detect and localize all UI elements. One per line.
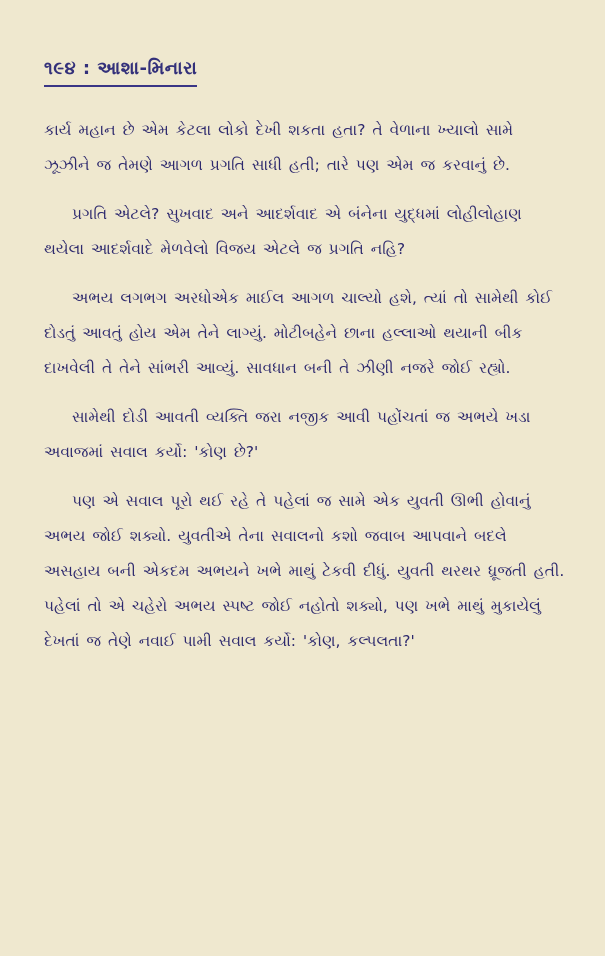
paragraph: પ્રગતિ એટલે? સુખવાદ અને આદર્શવાદ એ બંનેના યુદ્ધમાં લોહીલોહાણ થયેલા આદર્શવાદે મેળવેલો વિજય એટલે જ પ્રગતિ નહિ? <box>44 205 522 258</box>
page-number: ૧૯૪ <box>44 58 77 79</box>
paragraph: પણ એ સવાલ પૂરો થઈ રહે તે પહેલાં જ સામે એક યુવતી ઊભી હોવાનું અભય જોઈ શક્યો. યુવતીએ તેના સવાલનો કશો જવાબ આપવાને બદલે અસહાય બની એકદમ અભયને ખભે માથું ટેકવી દીધું. યુવતી થરથર ધ્રૂજતી હતી. પહેલાં તો એ ચહેરો અભય સ્પષ્ટ જોઈ નહોતો શક્યો, પણ ખભે માથું મુકાયેલું દેખતાં જ તેણે નવાઈ પામી સવાલ કર્યો: 'કોણ, કલ્પલતા?' <box>44 492 565 650</box>
paragraph: અભય લગભગ અરધોએક માઈલ આગળ ચાલ્યો હશે, ત્યાં તો સામેથી કોઈ દોડતું આવતું હોય એમ તેને લાગ્યું. મોટીબહેને છાના હલ્લાઓ થયાની બીક દાખવેલી તે તેને સાંભરી આવ્યું. સાવધાન બની તે ઝીણી નજરે જોઈ રહ્યો. <box>44 289 553 377</box>
book-title: આશા-મિનારા <box>97 58 198 79</box>
header-separator: : <box>76 58 98 79</box>
running-header <box>44 58 197 87</box>
paragraph: સામેથી દોડી આવતી વ્યક્તિ જરા નજીક આવી પહોંચતાં જ અભયે ખડા અવાજમાં સવાલ કર્યો: 'કોણ છે?' <box>44 408 531 461</box>
page-body <box>44 113 565 659</box>
paragraph: કાર્ય મહાન છે એમ કેટલા લોકો દેખી શકતા હતા? તે વેળાના ખ્યાલો સામે ઝૂઝીને જ તેમણે આગળ પ્રગતિ સાધી હતી; તારે પણ એમ જ કરવાનું છે. <box>44 121 514 174</box>
